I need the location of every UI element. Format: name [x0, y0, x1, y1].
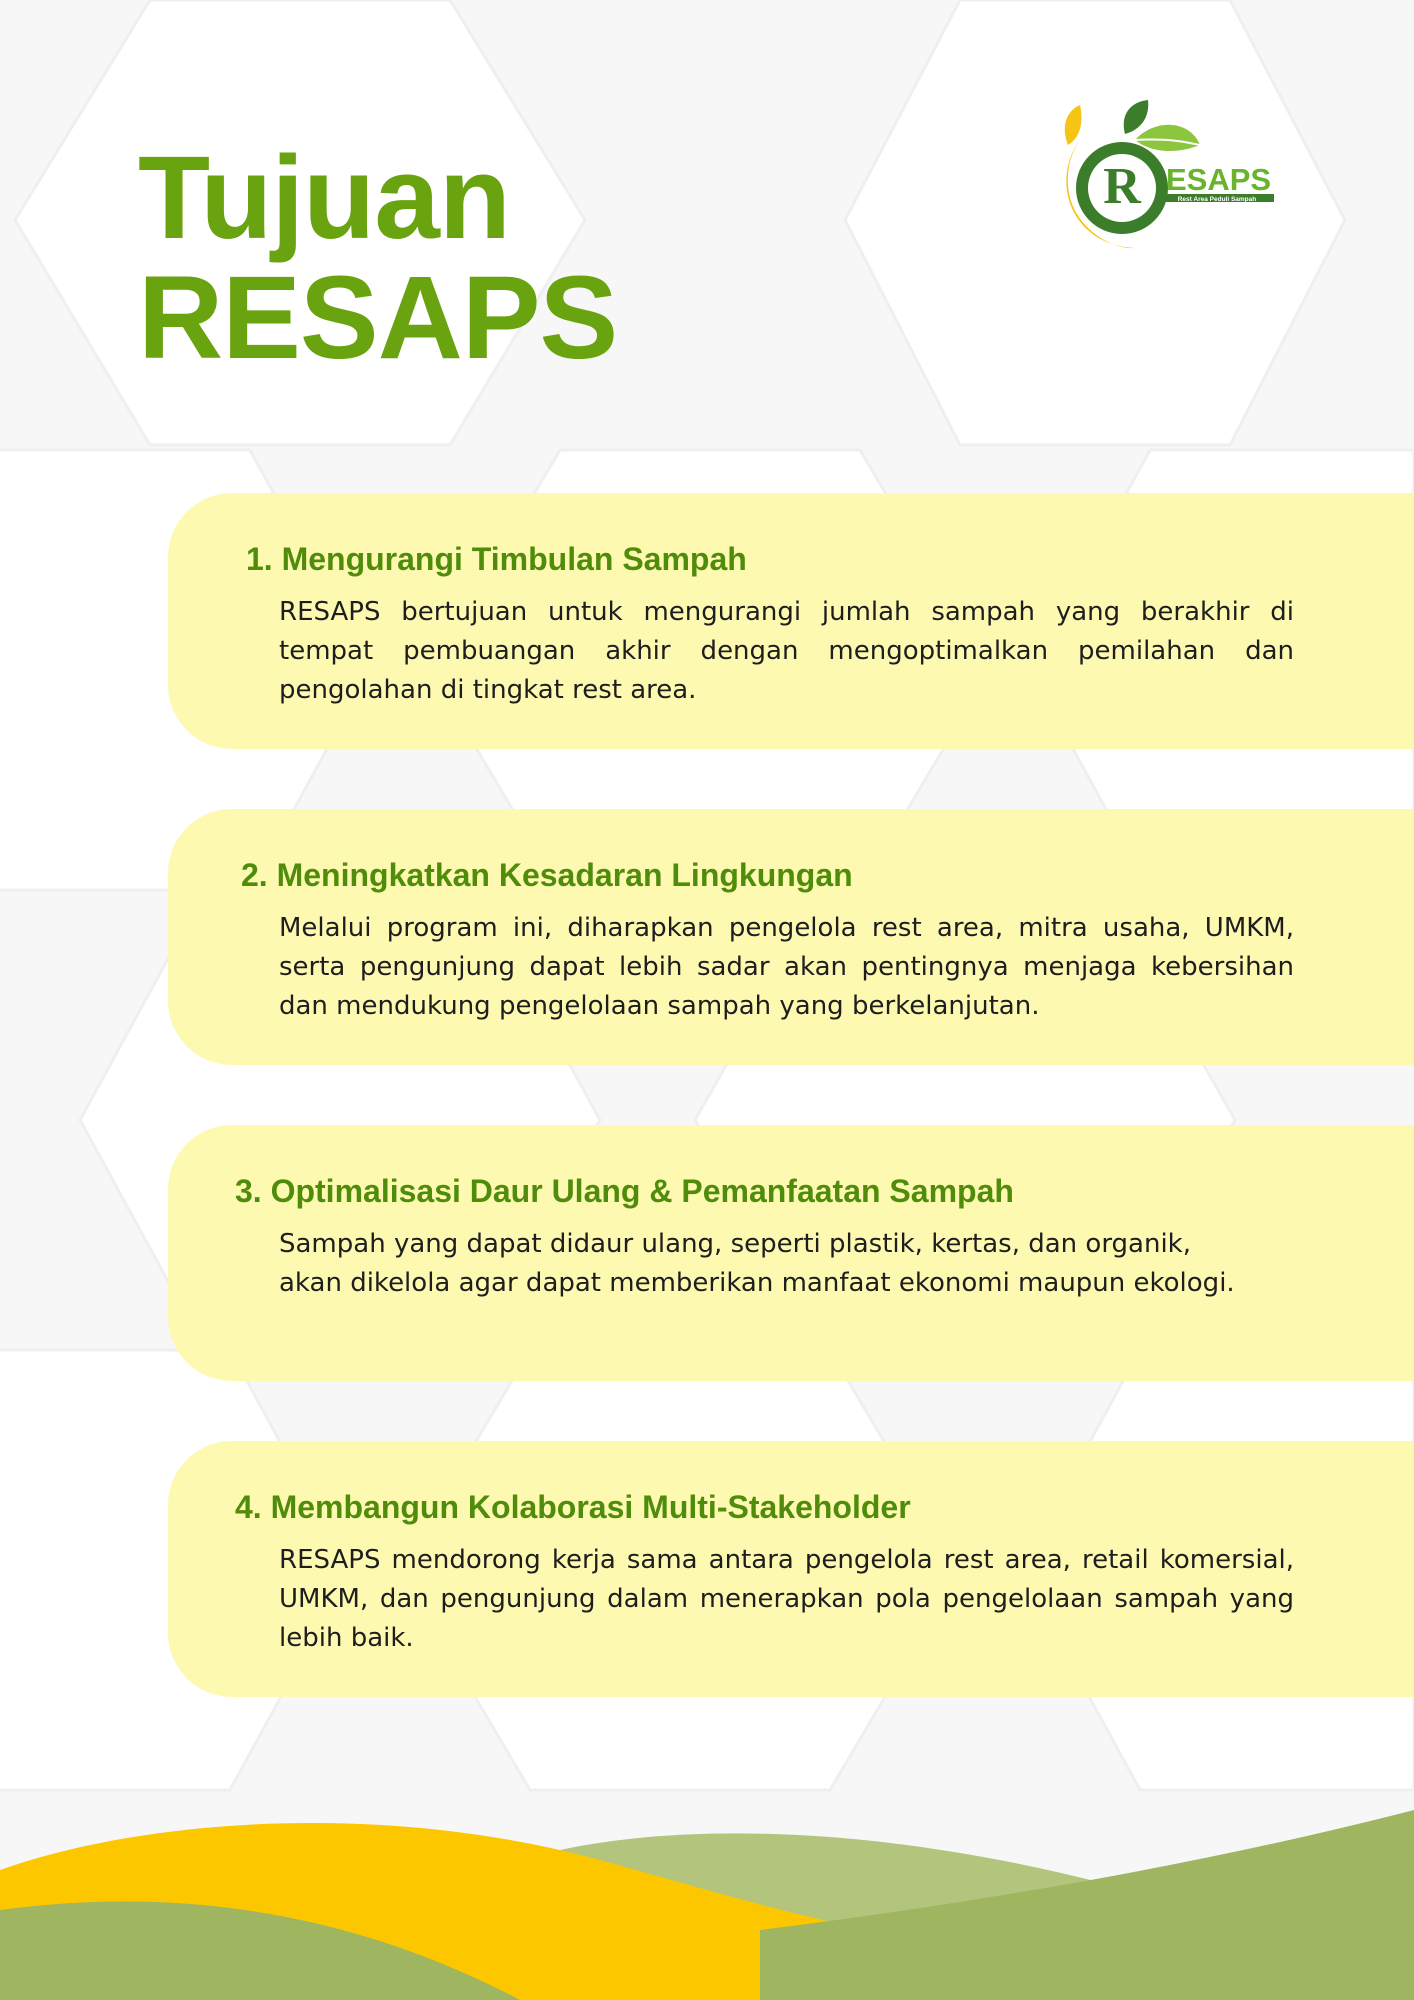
goal-text-4: RESAPS mendorong kerja sama antara pengelola rest area, retail komersial, UMKM, dan pengunjung dalam menerapkan pola pengelolaan sampah yang lebih baik.: [279, 1545, 1294, 1653]
page-title: [138, 132, 618, 384]
logo-letter: R: [1103, 158, 1141, 215]
logo-tagline: Rest Area Peduli Sampah: [1177, 196, 1257, 203]
logo-name: ESAPS: [1166, 162, 1272, 197]
bottom-wave-decoration: [0, 1790, 1414, 2000]
goal-heading-1: 1. Mengurangi Timbulan Sampah: [246, 541, 747, 577]
page-title-line-2: RESAPS: [138, 252, 618, 384]
goal-heading-3: 3. Optimalisasi Daur Ulang & Pemanfaatan Sampah: [235, 1173, 1014, 1209]
goal-text-3: [279, 1225, 1294, 1303]
goal-card-4: [168, 1441, 1414, 1697]
goal-text-3-line-2: akan dikelola agar dapat memberikan manfaat ekonomi maupun ekologi.: [279, 1268, 1235, 1298]
goal-card-1: [168, 493, 1414, 749]
goal-text-1: RESAPS bertujuan untuk mengurangi jumlah sampah yang berakhir di tempat pembuangan akhir dengan mengoptimalkan pemilahan dan pengolahan di tingkat rest area.: [279, 597, 1294, 705]
goal-card-3: [168, 1125, 1414, 1381]
goal-heading-4: 4. Membangun Kolaborasi Multi-Stakeholder: [235, 1489, 911, 1525]
goal-text-3-line-1: Sampah yang dapat didaur ulang, seperti plastik, kertas, dan organik,: [279, 1229, 1192, 1259]
page-title-line-1: Tujuan: [138, 132, 510, 264]
goal-heading-2: 2. Meningkatkan Kesadaran Lingkungan: [241, 857, 853, 893]
goal-text-2: Melalui program ini, diharapkan pengelola rest area, mitra usaha, UMKM, serta pengunjung dapat lebih sadar akan pentingnya menjaga kebersihan dan mendukung pengelolaan sampah yang berkelanjutan.: [279, 913, 1294, 1021]
resaps-logo: [1050, 100, 1280, 260]
goal-card-2: [168, 809, 1414, 1065]
